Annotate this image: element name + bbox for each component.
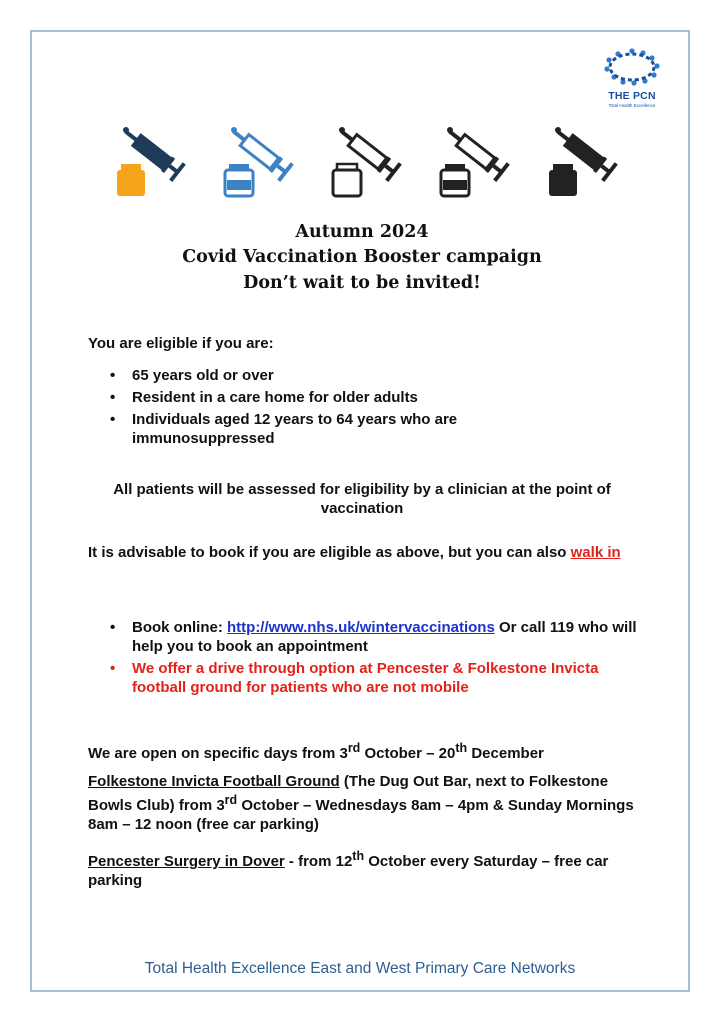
vaccine-icon-row (110, 122, 620, 198)
list-item: • 65 years old or over (108, 366, 508, 385)
opening-suffix: December (467, 745, 544, 762)
eligibility-list (108, 366, 508, 451)
footer-text: Total Health Excellence East and West Primary Care Networks (144, 960, 576, 977)
folkestone-venue-name: Folkestone Invicta Football Ground (88, 773, 340, 790)
vaccine-blue-icon (218, 122, 294, 198)
book-online-label: Book online: (132, 619, 223, 636)
walk-in-text: walk in (570, 544, 621, 561)
list-item (108, 618, 638, 656)
booking-list (108, 618, 638, 700)
pencester-info (88, 847, 618, 890)
heading-line-3: Don’t wait to be invited! (243, 273, 481, 293)
booking-advice (88, 543, 648, 562)
opening-sup-2: th (455, 741, 468, 755)
eligibility-intro: You are eligible if you are: (88, 335, 274, 352)
vaccine-outline-icon (326, 122, 402, 198)
logo-title: THE PCN (608, 90, 656, 102)
heading-line-1: Autumn 2024 (295, 222, 429, 242)
heading-line-2: Covid Vaccination Booster campaign (182, 247, 542, 267)
folkestone-info (88, 772, 648, 834)
vaccine-orange-icon (110, 122, 186, 198)
pencester-times: October every Saturday – free car parking (88, 853, 609, 889)
opening-sup-1: rd (347, 741, 361, 755)
folkestone-sup: rd (224, 793, 238, 807)
opening-dates (88, 739, 648, 763)
people-ring-icon (598, 46, 666, 88)
opening-middle: October – 20 (360, 745, 456, 762)
folkestone-times: October – Wednesdays 8am – 4pm & Sunday Mornings 8am – 12 noon (free car parking) (88, 797, 634, 833)
pencester-details: - from 12 (284, 853, 353, 870)
nhs-booking-link[interactable]: http://www.nhs.uk/wintervaccinations (227, 619, 495, 636)
logo-subtitle: Total Health Excellence (608, 103, 656, 108)
pencester-sup: th (352, 849, 365, 863)
list-item: • We offer a drive through option at Pencester & Folkestone Invicta football ground for patients who are not mobile (108, 659, 638, 697)
list-item: • Resident in a care home for older adults (108, 388, 508, 407)
vaccine-black-icon (434, 122, 510, 198)
vaccine-dark-icon (542, 122, 618, 198)
opening-prefix: We are open on specific days from 3 (88, 745, 348, 762)
assessment-note: All patients will be assessed for eligibility by a clinician at the point of vaccination (113, 481, 611, 517)
list-item: • Individuals aged 12 years to 64 years who are immunosuppressed (108, 410, 508, 448)
pencester-venue-name: Pencester Surgery in Dover (88, 853, 285, 870)
call-119-text: Or call 119 who will help you to book an appointment (132, 619, 637, 655)
folkestone-details: (The Dug Out Bar, next to Folkestone Bowls Club) from 3 (88, 773, 609, 814)
advice-text: It is advisable to book if you are eligible as above, but you can also (88, 544, 567, 561)
